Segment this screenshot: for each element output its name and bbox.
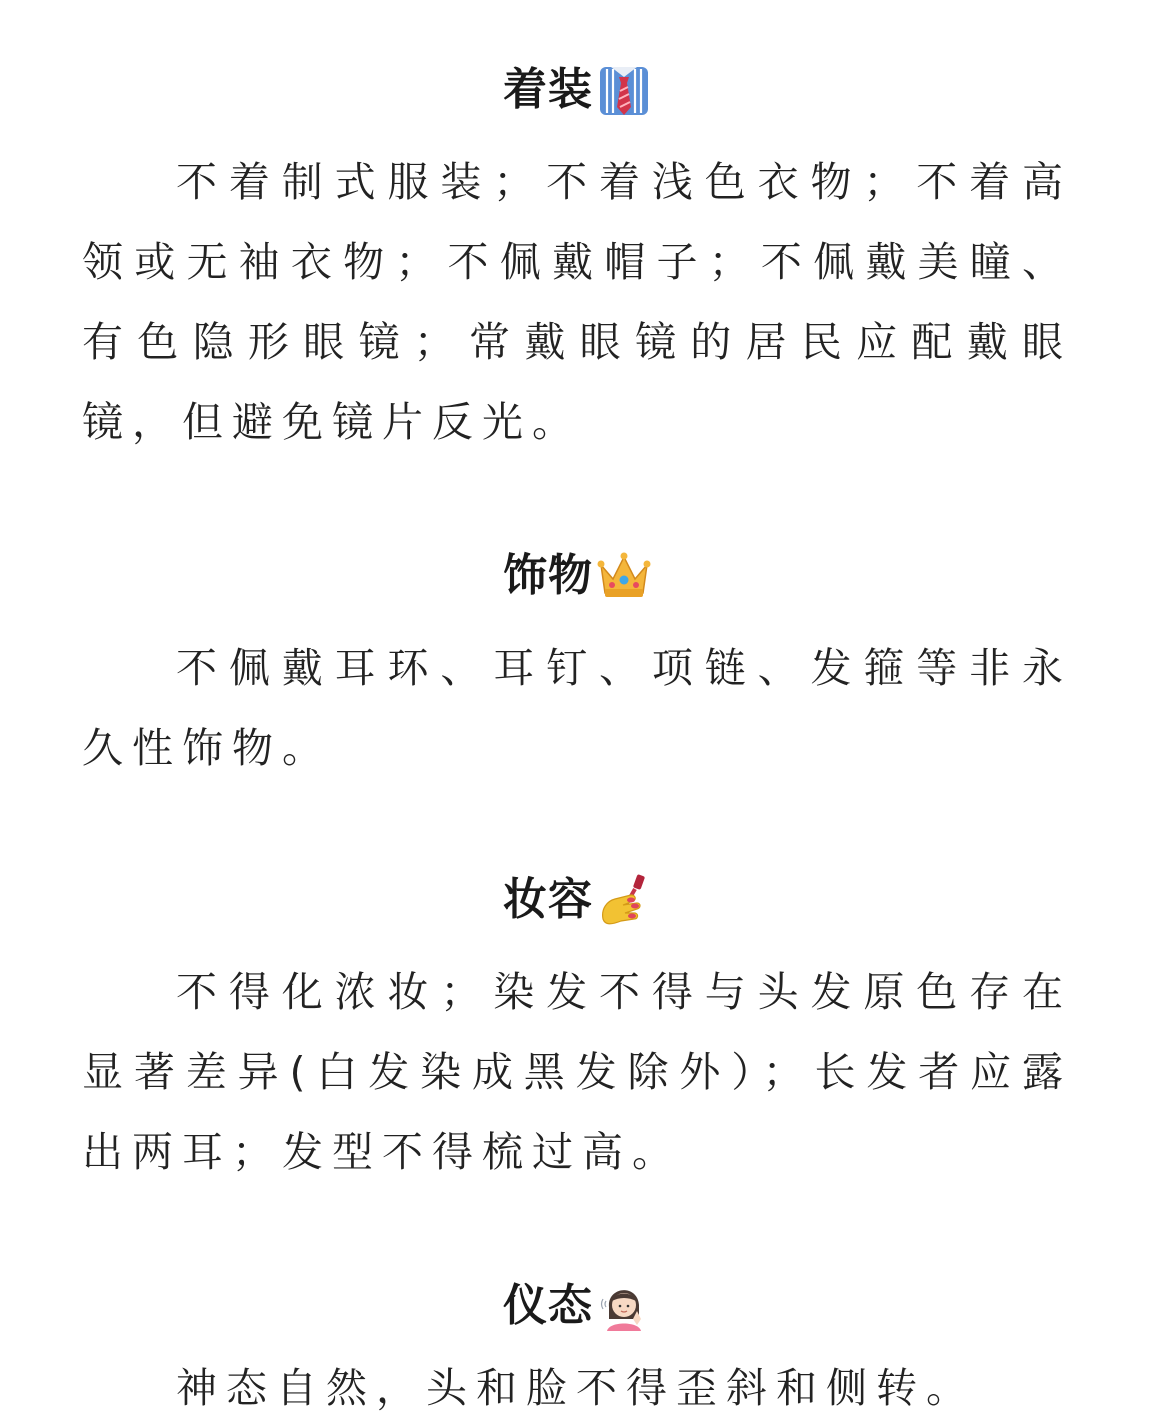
- section-heading: [82, 870, 1072, 930]
- woman-tipping-hand-icon: [597, 1279, 651, 1333]
- section-accessories: [82, 546, 1072, 788]
- section-body: 神态自然，头和脸不得歪斜和侧转。: [176, 1364, 976, 1412]
- crown-icon: [597, 549, 651, 603]
- section-makeup: [82, 870, 1072, 1192]
- section-body: 不佩戴耳环、耳钉、项链、发箍等非永久性饰物。: [82, 644, 1072, 772]
- section-body: 不着制式服装；不着浅色衣物；不着高领或无袖衣物；不佩戴帽子；不佩戴美瞳、有色隐形眼镜；常戴眼镜的居民应配戴眼镜，但避免镜片反光。: [82, 158, 1072, 446]
- necktie-shirt-icon: [597, 63, 651, 117]
- section-body: 不得化浓妆；染发不得与头发原色存在显著差异(白发染成黑发除外）；长发者应露出两耳；发型不得梳过高。: [82, 968, 1072, 1176]
- section-title: 饰物: [503, 550, 593, 601]
- section-heading: [82, 546, 1072, 606]
- section-heading: [82, 1276, 1072, 1336]
- section-demeanor: [82, 1276, 1072, 1428]
- section-title: 仪态: [503, 1280, 593, 1331]
- section-title: 妆容: [503, 874, 593, 925]
- section-heading: [82, 60, 1072, 120]
- section-title: 着装: [503, 64, 593, 115]
- section-attire: [82, 60, 1072, 462]
- nail-polish-icon: [597, 873, 651, 927]
